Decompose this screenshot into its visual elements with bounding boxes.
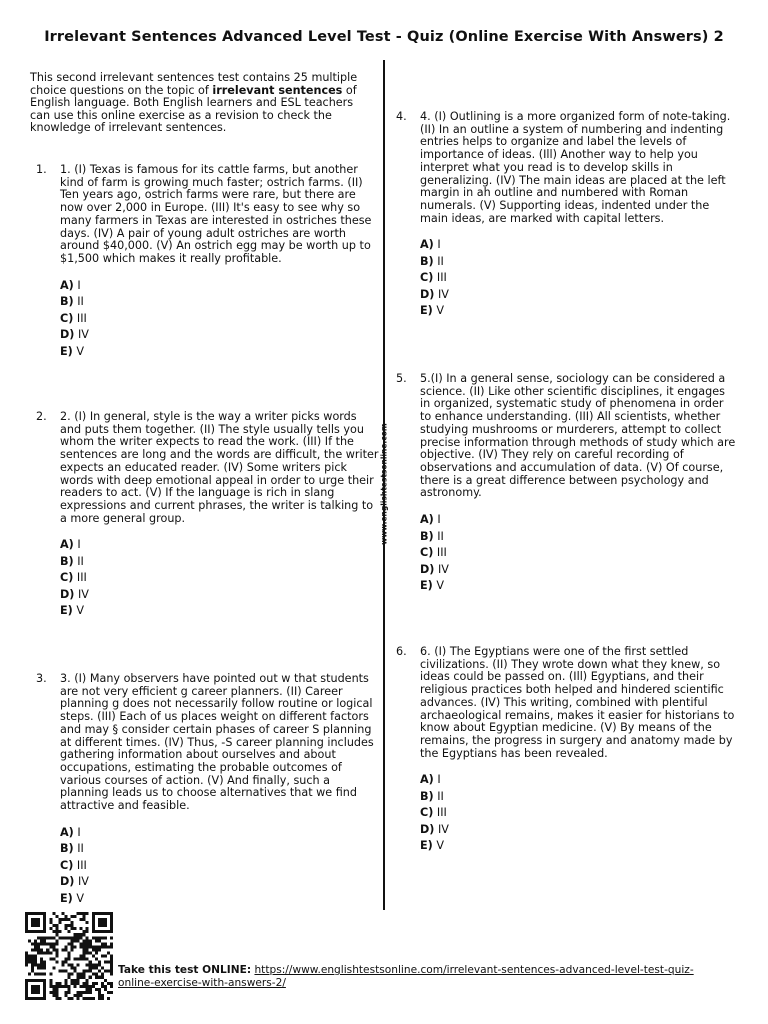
option-c[interactable]: C) III bbox=[60, 311, 87, 325]
question-5 bbox=[396, 373, 736, 595]
option-a[interactable]: A) I bbox=[60, 538, 81, 552]
option-a[interactable]: A) I bbox=[420, 238, 441, 252]
option-b[interactable]: B) II bbox=[60, 295, 84, 309]
question-1 bbox=[36, 164, 381, 360]
intro-text-2: of English language. Both English learners and ESL teachers can use this online exercise as a revision to check the knowledge of irrelevant sentences. bbox=[30, 83, 357, 135]
footer-online-link bbox=[118, 964, 718, 989]
question-2 bbox=[36, 411, 381, 620]
option-a[interactable]: A) I bbox=[60, 825, 81, 839]
option-e[interactable]: E) V bbox=[60, 891, 84, 905]
answer-options bbox=[60, 825, 381, 908]
question-number: 3. bbox=[36, 672, 47, 685]
option-d[interactable]: D) IV bbox=[60, 328, 89, 342]
option-e[interactable]: E) V bbox=[420, 304, 444, 318]
answer-options bbox=[420, 237, 736, 320]
option-c[interactable]: C) III bbox=[60, 571, 87, 585]
option-c[interactable]: C) III bbox=[420, 546, 447, 560]
option-e[interactable]: E) V bbox=[420, 579, 444, 593]
option-b[interactable]: B) II bbox=[60, 842, 84, 856]
option-b[interactable]: B) II bbox=[60, 554, 84, 568]
option-e[interactable]: E) V bbox=[60, 344, 84, 358]
option-d[interactable]: D) IV bbox=[420, 822, 449, 836]
question-text: 3. (I) Many observers have pointed out w that students are not very efficient g career planners. (II) Career planning g does not necessarily follow routine or logical steps. (III) Each of us places weight on different factors and may § consider certain phases of career S planning at different times. (IV) Thus, -S career planning includes gathering information about ourselves and about occupations, estimating the probable outcomes of various courses of action. (V) And finally, such a planning leads us to choose alternatives that we find attractive and feasible. bbox=[60, 672, 374, 813]
question-6 bbox=[396, 646, 736, 855]
option-c[interactable]: C) III bbox=[420, 806, 447, 820]
footer-label: Take this test ONLINE: bbox=[118, 964, 252, 976]
question-4 bbox=[396, 111, 736, 320]
option-d[interactable]: D) IV bbox=[60, 875, 89, 889]
intro-paragraph bbox=[30, 72, 375, 135]
option-c[interactable]: C) III bbox=[60, 858, 87, 872]
question-text: 4. (I) Outlining is a more organized form of note-taking. (II) In an outline a system of numbering and indenting entries helps to organize and label the levels of importance of ideas. (Ill) Another way to help you interpret what you read is to develop skills in generalizing. (IV) The main ideas are placed at the left margin in ah outline and numbered with Roman numerals. (V) Supporting ideas, indented under the main ideas, are marked with capital letters. bbox=[420, 110, 731, 225]
intro-text-bold: irrelevant sentences bbox=[212, 83, 343, 97]
intro-text-1: This second irrelevant sentences test contains 25 multiple choice questions on the topic of bbox=[30, 71, 358, 97]
question-number: 1. bbox=[36, 163, 47, 176]
answer-options bbox=[420, 512, 736, 595]
question-text: 1. (I) Texas is famous for its cattle farms, but another kind of farm is growing much faster; ostrich farms. (II) Ten years ago, ostrich farms were rare, but there are now over 2,000 in Europe. (III) It's easy to see why so many farmers in Texas are interested in ostriches these days. (IV) A pair of young adult ostriches are worth around $40,000. (V) An ostrich egg may be worth up to $1,500 which makes it really profitable. bbox=[60, 163, 372, 265]
option-b[interactable]: B) II bbox=[420, 254, 444, 268]
question-text: 6. (I) The Egyptians were one of the first settled civilizations. (II) They wrote down what they knew, so ideas could be passed on. (Ill) Egyptians, and their religious practices both helped and hindered scientific advances. (IV) This writing, combined with plentiful archaeological remains, makes it easier for historians to know about Egyptian medicine. (V) By means of the remains, the progress in surgery and anatomy made by the Egyptians has been revealed. bbox=[420, 645, 735, 760]
question-number: 5. bbox=[396, 372, 407, 385]
answer-options bbox=[60, 537, 381, 620]
qr-code-icon[interactable] bbox=[25, 912, 113, 1000]
option-a[interactable]: A) I bbox=[420, 773, 441, 787]
option-d[interactable]: D) IV bbox=[60, 587, 89, 601]
option-a[interactable]: A) I bbox=[60, 278, 81, 292]
option-d[interactable]: D) IV bbox=[420, 287, 449, 301]
test-url-link[interactable]: https://www.englishtestsonline.com/irrelevant-sentences-advanced-level-test-quiz-online-exercise-with-answers-2/ bbox=[118, 964, 694, 989]
question-number: 4. bbox=[396, 110, 407, 123]
page-title: Irrelevant Sentences Advanced Level Test - Quiz (Online Exercise With Answers) 2 bbox=[44, 29, 724, 45]
option-d[interactable]: D) IV bbox=[420, 562, 449, 576]
question-number: 2. bbox=[36, 410, 47, 423]
question-number: 6. bbox=[396, 645, 407, 658]
question-text: 2. (I) In general, style is the way a writer picks words and puts them together. (II) The style usually tells you whom the writer expects to read the work. (III) If the sentences are long and the words are difficult, the writer expects an educated reader. (IV) Some writers pick words with deep emotional appeal in order to urge their readers to act. (V) If the language is rich in slang expressions and current phrases, the writer is talking to a more general group. bbox=[60, 410, 379, 525]
option-c[interactable]: C) III bbox=[420, 271, 447, 285]
option-a[interactable]: A) I bbox=[420, 513, 441, 527]
option-b[interactable]: B) II bbox=[420, 789, 444, 803]
answer-options bbox=[420, 772, 736, 855]
answer-options bbox=[60, 278, 381, 361]
option-e[interactable]: E) V bbox=[420, 839, 444, 853]
side-watermark-url: www.englishtestsonline.com bbox=[379, 423, 389, 545]
option-e[interactable]: E) V bbox=[60, 604, 84, 618]
question-text: 5.(I) In a general sense, sociology can be considered a science. (II) Like other scientific disciplines, it engages in organized, systematic study of phenomena in order to enhance understanding. (III) All scientists, whether studying mushrooms or murderers, attempt to collect precise information through methods of study which are objective. (IV) They rely on careful recording of observations and accumulation of data. (V) Of course, there is a great difference between psychology and astronomy. bbox=[420, 372, 736, 500]
option-b[interactable]: B) II bbox=[420, 529, 444, 543]
question-3 bbox=[36, 673, 381, 907]
